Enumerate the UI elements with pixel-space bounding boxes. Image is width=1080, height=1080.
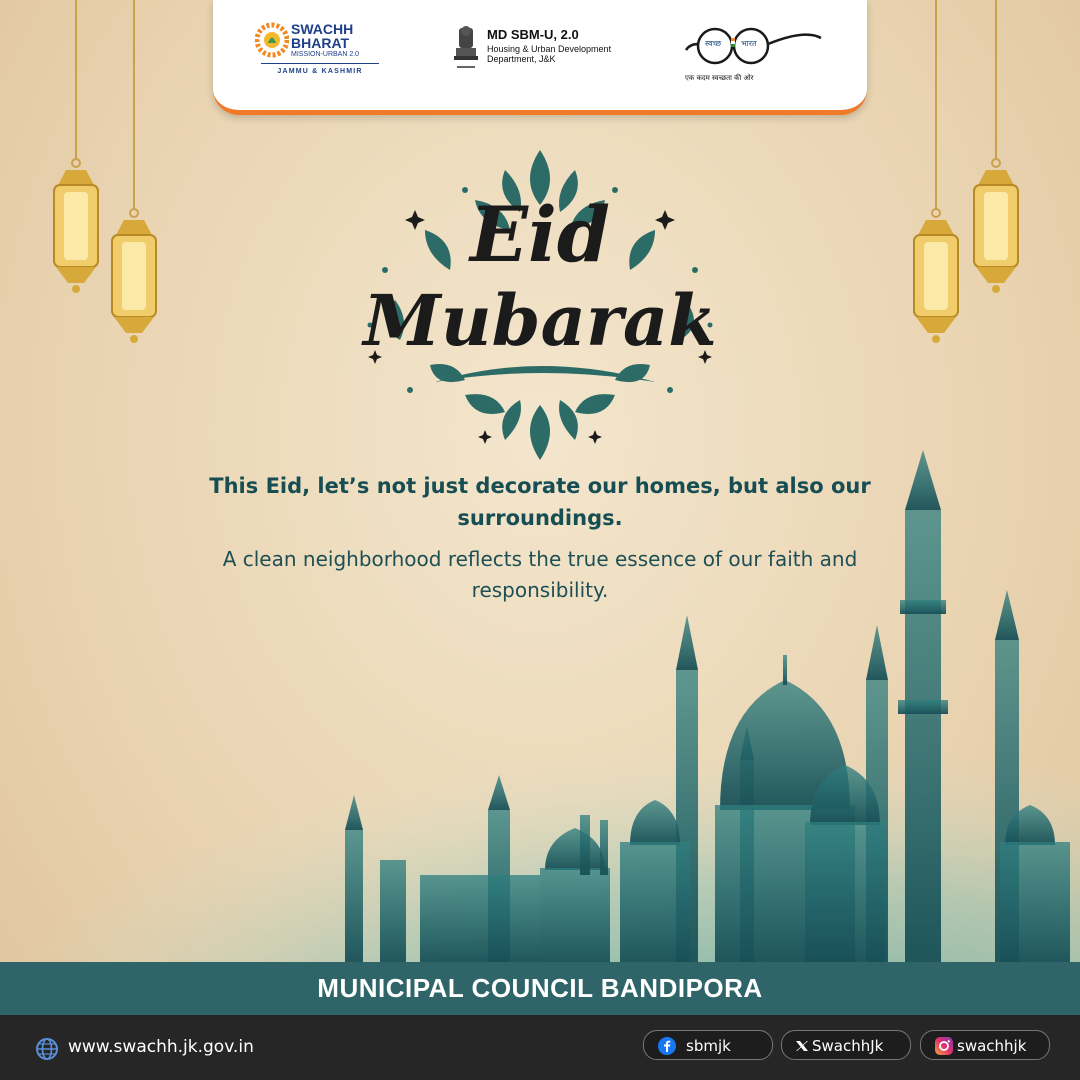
- lantern-icon: [908, 0, 968, 350]
- sbm-divider: [261, 63, 379, 64]
- sbm-title-line2: BHARAT: [291, 35, 350, 51]
- instagram-handle[interactable]: [920, 1030, 1050, 1060]
- sbm-subtitle: MISSION-URBAN 2.0: [291, 51, 360, 58]
- swachh-tagline: एक कदम स्वच्छता की ओर: [685, 74, 754, 82]
- twitter-handle[interactable]: [781, 1030, 911, 1060]
- message-subtext: A clean neighborhood reflects the true essence of our faith and responsibility.: [222, 547, 858, 602]
- instagram-icon: [935, 1037, 953, 1055]
- mdsbm-title: MD SBM-U, 2.0: [487, 27, 579, 42]
- facebook-icon: [658, 1037, 676, 1055]
- twitter-handle-text: SwachhJk: [812, 1037, 884, 1055]
- lantern-icon: [968, 0, 1028, 295]
- mubarak-word: Mubarak: [363, 279, 717, 362]
- message-headline: This Eid, let’s not just decorate our homes, but also our surroundings.: [209, 474, 871, 530]
- swachh-bharat-glasses-logo: [685, 24, 825, 86]
- lantern-icon: [48, 0, 108, 295]
- footer-bar: [0, 1015, 1080, 1080]
- globe-icon: [35, 1037, 59, 1061]
- council-name-bar: MUNICIPAL COUNCIL BANDIPORA: [0, 962, 1080, 1015]
- website-link[interactable]: www.swachh.jk.gov.in: [68, 1037, 254, 1057]
- swachh-bharat-mission-logo: [255, 22, 383, 82]
- facebook-handle-text: sbmjk: [686, 1037, 731, 1055]
- sbm-region: JAMMU & KASHMIR: [277, 68, 363, 75]
- sbm-title-line1: SWACHH: [291, 21, 354, 37]
- mdsbm-subtitle: Housing & Urban Development Department, J&K: [487, 44, 612, 64]
- bharat-word: भारत: [741, 39, 757, 48]
- eid-word: Eid: [470, 190, 610, 279]
- lantern-icon: [106, 0, 166, 350]
- swachh-word: स्वच्छ: [705, 39, 722, 48]
- national-emblem-icon: [451, 24, 481, 76]
- x-icon: [796, 1037, 808, 1055]
- sbm-emblem-icon: [255, 22, 289, 62]
- header-banner: [213, 0, 867, 115]
- instagram-handle-text: swachhjk: [957, 1037, 1027, 1055]
- facebook-handle[interactable]: [643, 1030, 773, 1060]
- mdsbm-logo: [449, 22, 639, 82]
